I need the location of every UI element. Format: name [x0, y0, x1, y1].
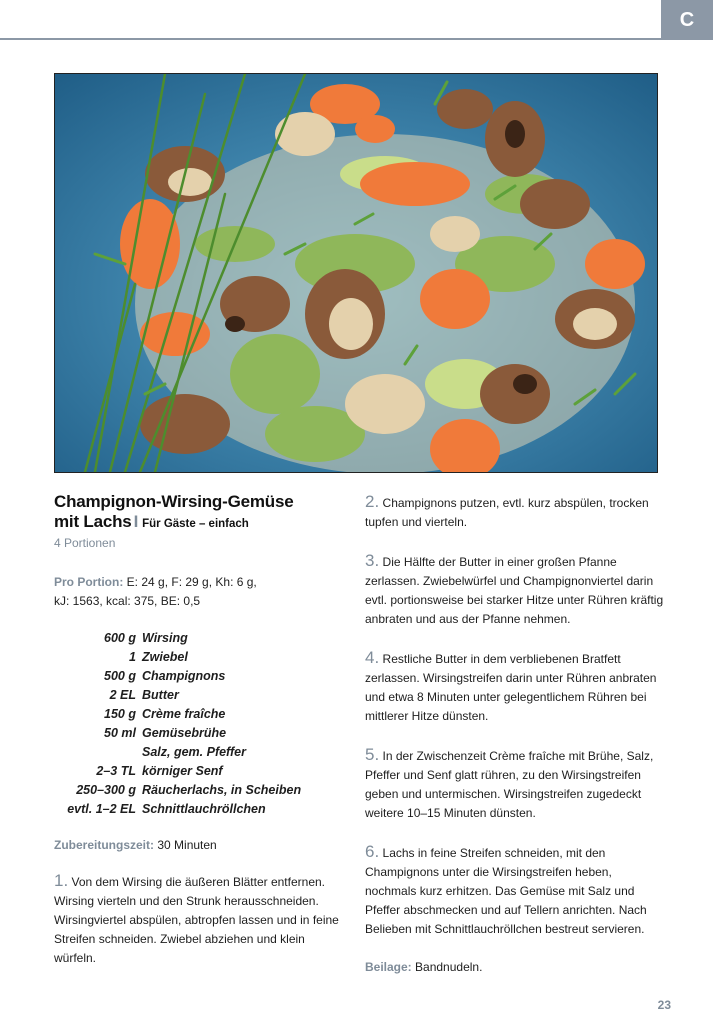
nutrition — [54, 573, 339, 611]
step-6 — [365, 842, 665, 939]
step-text: Lachs in feine Streifen schneiden, mit den Champignons unter die Wirsingstreifen heben, nochmals kurz erhitzen. Das Gemüse mit Salz und Pfeffer abschmecken und auf Tellern anrichten. Nach Belieben mit Schnittlauchröllchen bestreut servieren. — [365, 846, 647, 936]
ingredient-quantity — [54, 743, 142, 762]
header-rule — [0, 38, 713, 40]
ingredient-row — [54, 800, 339, 819]
ingredient-name: Salz, gem. Pfeffer — [142, 745, 246, 759]
ingredient-name: Butter — [142, 688, 179, 702]
ingredient-name: Schnittlauchröllchen — [142, 802, 266, 816]
ingredient-quantity: 1 — [129, 650, 136, 664]
step-2 — [365, 492, 665, 532]
title-line-2: mit Lachs — [54, 512, 132, 531]
side-dish-label: Beilage: — [365, 960, 412, 974]
ingredient-quantity: evtl. 1–2 EL — [67, 802, 136, 816]
step-text: Champignons putzen, evtl. kurz abspülen, trocken tupfen und vierteln. — [365, 496, 649, 529]
ingredient-row — [54, 781, 339, 800]
ingredient-quantity: 150 g — [104, 707, 136, 721]
right-column — [365, 492, 665, 977]
chapter-tab: C — [661, 0, 713, 40]
step-3 — [365, 551, 665, 629]
nutrition-line-2: kJ: 1563, kcal: 375, BE: 0,5 — [54, 594, 201, 608]
left-column — [54, 492, 339, 987]
ingredient-row — [54, 724, 339, 743]
recipe-title — [54, 492, 339, 534]
step-text: In der Zwischenzeit Crème fraîche mit Brühe, Salz, Pfeffer und Senf glatt rühren, zu den Wirsingstreifen geben und untermischen. Wirsingstreifen zugedeckt weitere 10–15 Minuten dünsten. — [365, 749, 654, 820]
ingredient-quantity: 600 g — [104, 631, 136, 645]
step-number: 3. — [365, 551, 380, 570]
ingredient-name: Räucherlachs, in Scheiben — [142, 783, 302, 797]
ingredient-list — [54, 629, 339, 819]
ingredient-quantity: 250–300 g — [76, 783, 136, 797]
ingredient-name: Crème fraîche — [142, 707, 226, 721]
step-number: 2. — [365, 492, 380, 511]
side-dish-value: Bandnudeln. — [415, 960, 483, 974]
ingredient-name: Champignons — [142, 669, 226, 683]
step-number: 1. — [54, 871, 69, 890]
step-1 — [54, 871, 339, 968]
ingredient-row — [54, 705, 339, 724]
ingredient-row — [54, 743, 339, 762]
side-dish — [365, 958, 665, 977]
title-line-1: Champignon-Wirsing-Gemüse — [54, 492, 294, 511]
ingredient-row — [54, 686, 339, 705]
step-text: Von dem Wirsing die äußeren Blätter entfernen. Wirsing vierteln und den Strunk herausschneiden. Wirsingviertel abspülen, abtropfen lassen und in feine Streifen schneiden. Zwiebel abziehen und klein würfeln. — [54, 875, 339, 965]
step-number: 6. — [365, 842, 380, 861]
servings: 4 Portionen — [54, 536, 116, 550]
recipe-tag: Für Gäste – einfach — [142, 518, 249, 530]
ingredient-quantity: 500 g — [104, 669, 136, 683]
step-5 — [365, 745, 665, 823]
ingredient-row — [54, 629, 339, 648]
prep-time — [54, 836, 339, 855]
ingredient-name: Zwiebel — [142, 650, 188, 664]
step-4 — [365, 648, 665, 726]
step-text: Restliche Butter in dem verbliebenen Bratfett zerlassen. Wirsingstreifen darin unter Rühren anbraten und etwa 8 Minuten unter gelegentlichem Rühren bei mittlerer Hitze dünsten. — [365, 652, 657, 723]
ingredient-name: körniger Senf — [142, 764, 223, 778]
ingredient-name: Wirsing — [142, 631, 188, 645]
salad-illustration — [55, 74, 657, 472]
step-text: Die Hälfte der Butter in einer großen Pfanne zerlassen. Zwiebelwürfel und Champignonviertel darin evtl. portionsweise bei starker Hitze unter Rühren kräftig anbraten und aus der Pfanne nehmen. — [365, 555, 664, 626]
ingredient-name: Gemüsebrühe — [142, 726, 227, 740]
ingredient-row — [54, 762, 339, 781]
step-number: 5. — [365, 745, 380, 764]
prep-time-value: 30 Minuten — [157, 838, 217, 852]
ingredient-row — [54, 667, 339, 686]
ingredient-quantity: 2–3 TL — [96, 764, 136, 778]
nutrition-label: Pro Portion: — [54, 575, 124, 589]
ingredient-quantity: 2 EL — [109, 688, 136, 702]
ingredient-row — [54, 648, 339, 667]
prep-time-label: Zubereitungszeit: — [54, 838, 155, 852]
title-separator: I — [133, 512, 139, 531]
page-number: 23 — [657, 998, 671, 1012]
nutrition-line-1: E: 24 g, F: 29 g, Kh: 6 g, — [126, 575, 257, 589]
step-number: 4. — [365, 648, 380, 667]
recipe-photo — [54, 73, 658, 473]
ingredient-quantity: 50 ml — [104, 726, 136, 740]
